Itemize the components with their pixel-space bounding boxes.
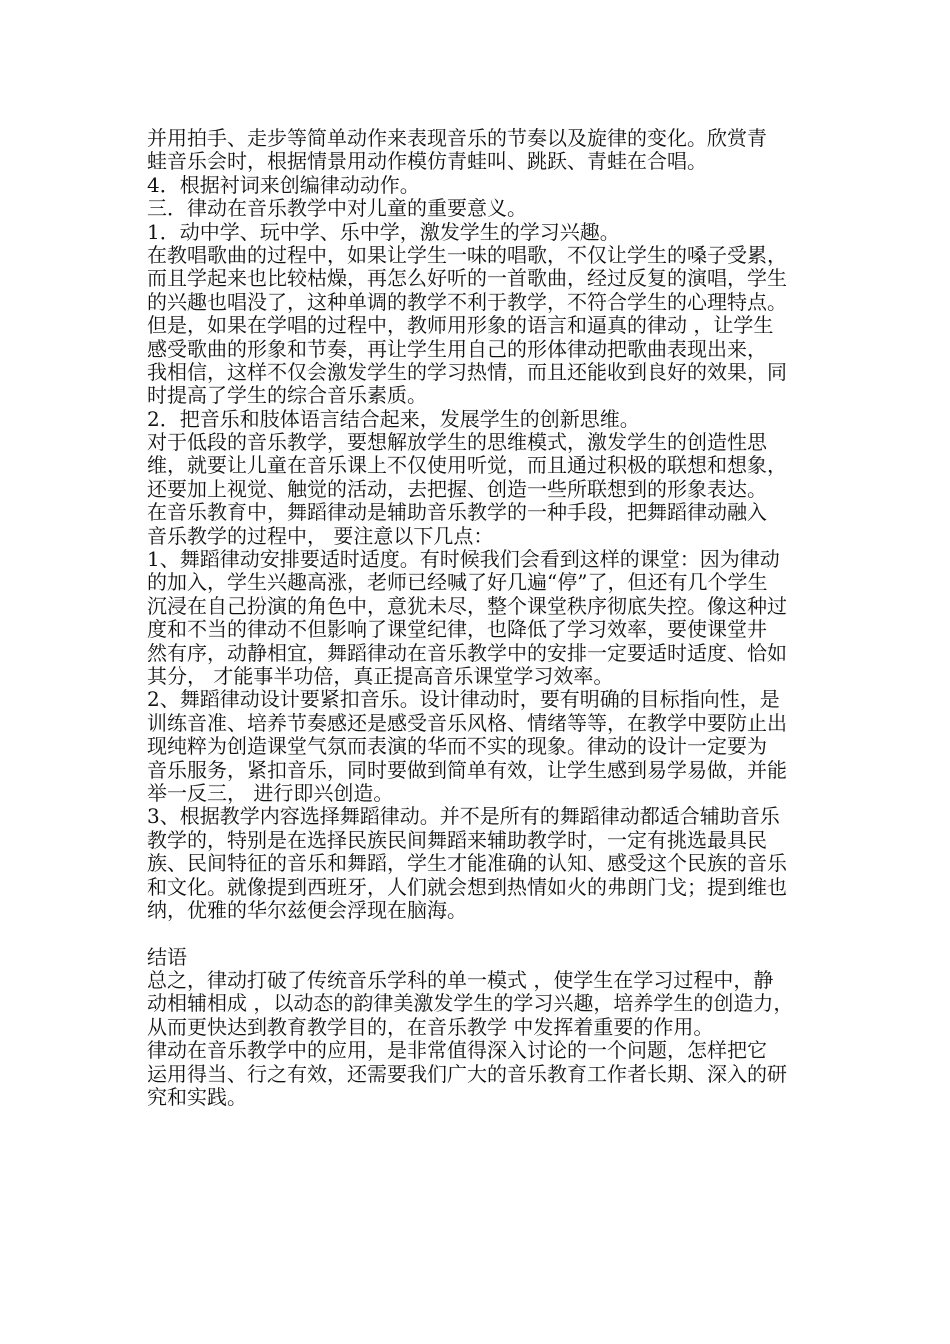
text-line: 纳，优雅的华尔兹便会浮现在脑海。 — [147, 898, 467, 922]
text-line: 而且学起来也比较枯燥，再怎么好听的一首歌曲，经过反复的演唱，学生 — [147, 267, 787, 291]
text-line: 从而更快达到教育教学目的，在音乐教学 中发挥着重要的作用。 — [147, 1015, 714, 1039]
text-line: 维，就要让儿童在音乐课上不仅使用听觉，而且通过积极的联想和想象， — [147, 454, 787, 478]
text-line: 动相辅相成 ，以动态的韵律美激发学生的学习兴趣，培养学生的创造力， — [147, 992, 794, 1016]
subheading-1: 1．动中学、玩中学、乐中学，激发学生的学习兴趣。 — [147, 220, 620, 244]
text-line: 音乐服务，紧扣音乐，同时要做到简单有效，让学生感到易学易做，并能 — [147, 758, 787, 782]
text-line: 究和实践。 — [147, 1086, 247, 1110]
point-3: 3、根据教学内容选择舞蹈律动。并不是所有的舞蹈律动都适合辅助音乐 — [147, 805, 780, 829]
text-line: 总之，律动打破了传统音乐学科的单一模式 ，使学生在学习过程中，静 — [147, 969, 774, 993]
text-line: 在教唱歌曲的过程中，如果让学生一味的唱歌，不仅让学生的嗓子受累， — [147, 243, 787, 267]
point-2: 2、舞蹈律动设计要紧扣音乐。设计律动时，要有明确的目标指向性，是 — [147, 688, 780, 712]
text-line: 时提高了学生的综合音乐素质。 — [147, 384, 427, 408]
text-line: 教学的，特别是在选择民族民间舞蹈来辅助教学时，一定有挑选最具民 — [147, 828, 767, 852]
point-1: 1、舞蹈律动安排要适时适度。有时候我们会看到这样的课堂：因为律动 — [147, 548, 780, 572]
text-line: 对于低段的音乐教学，要想解放学生的思维模式，激发学生的创造性思 — [147, 431, 767, 455]
text-line: 在音乐教育中，舞蹈律动是辅助音乐教学的一种手段，把舞蹈律动融入 — [147, 501, 767, 525]
text-line: 度和不当的律动不但影响了课堂纪律，也降低了学习效率，要使课堂井 — [147, 618, 767, 642]
text-line: 其分， 才能事半功倍，真正提高音乐课堂学习效率。 — [147, 664, 614, 688]
document-body — [147, 127, 812, 1109]
text-line: 和文化。就像提到西班牙，人们就会想到热情如火的弗朗门戈；提到维也 — [147, 875, 787, 899]
text-line: 并用拍手、走步等简单动作来表现音乐的节奏以及旋律的变化。欣赏青 — [147, 127, 767, 150]
section-heading-3: 三．律动在音乐教学中对儿童的重要意义。 — [147, 197, 527, 221]
conclusion-heading: 结语 — [147, 945, 187, 969]
text-line: 还要加上视觉、触觉的活动，去把握、创造一些所联想到的形象表达。 — [147, 477, 767, 501]
text-line: 感受歌曲的形象和节奏，再让学生用自己的形体律动把歌曲表现出来， — [147, 337, 767, 361]
list-item-4: 4．根据衬词来创编律动动作。 — [147, 173, 420, 197]
text-line: 沉浸在自己扮演的角色中，意犹未尽，整个课堂秩序彻底失控。像这种过 — [147, 594, 787, 618]
text-line: 的兴趣也唱没了，这种单调的教学不利于教学，不符合学生的心理特点。 — [147, 290, 787, 314]
text-line: 蛙音乐会时，根据情景用动作模仿青蛙叫、跳跃、青蛙在合唱。 — [147, 150, 707, 174]
text-line: 我相信，这样不仅会激发学生的学习热情，而且还能收到良好的效果，同 — [147, 360, 787, 384]
text-line: 现纯粹为创造课堂气氛而表演的华而不实的现象。律动的设计一定要为 — [147, 735, 767, 759]
text-line: 但是，如果在学唱的过程中，教师用形象的语言和逼真的律动 ，让学生 — [147, 314, 774, 338]
text-line: 运用得当、行之有效，还需要我们广大的音乐教育工作者长期、深入的研 — [147, 1062, 787, 1086]
text-line: 音乐教学的过程中， 要注意以下几点： — [147, 524, 494, 548]
text-line: 举一反三， 进行即兴创造。 — [147, 781, 394, 805]
text-line: 律动在音乐教学中的应用，是非常值得深入讨论的一个问题，怎样把它 — [147, 1039, 767, 1063]
subheading-2: 2．把音乐和肢体语言结合起来，发展学生的创新思维。 — [147, 407, 640, 431]
text-line: 族、民间特征的音乐和舞蹈，学生才能准确的认知、感受这个民族的音乐 — [147, 852, 787, 876]
text-line: 然有序，动静相宜，舞蹈律动在音乐教学中的安排一定要适时适度、恰如 — [147, 641, 787, 665]
text-line: 的加入，学生兴趣高涨，老师已经喊了好几遍“停”了，但还有几个学生 — [147, 571, 768, 595]
blank-line — [147, 922, 812, 945]
text-line: 训练音准、培养节奏感还是感受音乐风格、情绪等等，在教学中要防止出 — [147, 711, 787, 735]
